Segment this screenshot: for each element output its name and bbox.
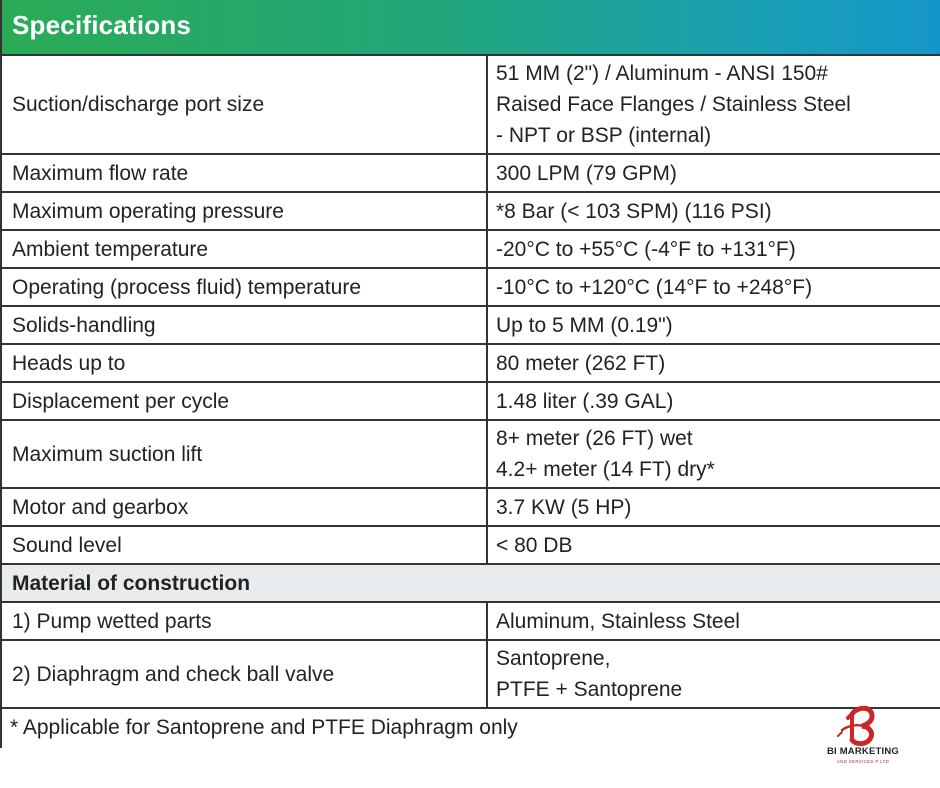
spec-value-line: 4.2+ meter (14 FT) dry* (496, 458, 715, 481)
spec-row (2, 230, 940, 268)
spec-row (2, 192, 940, 230)
spec-row (2, 154, 940, 192)
materials-section-title: Material of construction (2, 564, 940, 602)
spec-value-line: PTFE + Santoprene (496, 678, 683, 701)
spec-header (2, 0, 940, 56)
spec-label: Solids-handling (2, 306, 487, 344)
spec-label: Sound level (2, 526, 487, 564)
footnote: * Applicable for Santoprene and PTFE Diaphragm only (10, 716, 518, 739)
spec-value-line: 51 MM (2") / Aluminum - ANSI 150# (496, 62, 828, 85)
spec-label: Maximum flow rate (2, 154, 487, 192)
spec-row (2, 268, 940, 306)
spec-label: 1) Pump wetted parts (2, 602, 487, 640)
spec-row (2, 420, 940, 488)
logo-name: BI MARKETING (826, 746, 900, 757)
spec-row (2, 526, 940, 564)
spec-row (2, 640, 940, 708)
spec-value (487, 154, 940, 192)
spec-value-line: Aluminum, Stainless Steel (496, 609, 740, 633)
spec-value-line: - NPT or BSP (internal) (496, 124, 712, 147)
materials-section-row (2, 564, 940, 602)
spec-value (487, 382, 940, 420)
spec-value (487, 306, 940, 344)
spec-table (2, 56, 940, 709)
spec-value-line: < 80 DB (496, 533, 573, 557)
spec-label: 2) Diaphragm and check ball valve (2, 640, 487, 708)
spec-label: Maximum suction lift (2, 420, 487, 488)
spec-value-line: 300 LPM (79 GPM) (496, 161, 677, 185)
spec-label: Maximum operating pressure (2, 192, 487, 230)
logo-subtitle: AND SERVICES P LTD (836, 759, 890, 764)
spec-value-line: -20°C to +55°C (-4°F to +131°F) (496, 237, 796, 261)
spec-value (487, 230, 940, 268)
spec-title: Specifications (12, 10, 192, 40)
spec-row (2, 602, 940, 640)
spec-value-line: 80 meter (262 FT) (496, 351, 666, 375)
spec-label: Ambient temperature (2, 230, 487, 268)
spec-value (487, 56, 940, 154)
spec-value-line: -10°C to +120°C (14°F to +248°F) (496, 275, 813, 299)
spec-label: Suction/discharge port size (2, 56, 487, 154)
spec-label: Motor and gearbox (2, 488, 487, 526)
spec-value (487, 602, 940, 640)
spec-value (487, 488, 940, 526)
spec-value-line: 8+ meter (26 FT) wet (496, 427, 693, 450)
spec-value-line: Santoprene, (496, 647, 611, 670)
spec-value (487, 526, 940, 564)
spec-label: Displacement per cycle (2, 382, 487, 420)
spec-value (487, 344, 940, 382)
spec-value-line: 1.48 liter (.39 GAL) (496, 389, 674, 413)
spec-value (487, 420, 940, 488)
spec-value-line: *8 Bar (< 103 SPM) (116 PSI) (496, 199, 772, 223)
spec-value (487, 192, 940, 230)
spec-row (2, 306, 940, 344)
spec-label: Operating (process fluid) temperature (2, 268, 487, 306)
spec-value (487, 268, 940, 306)
spec-row (2, 344, 940, 382)
spec-row (2, 382, 940, 420)
spec-value-line: Up to 5 MM (0.19") (496, 313, 673, 337)
spec-value-line: Raised Face Flanges / Stainless Steel (496, 93, 851, 116)
spec-value-line: 3.7 KW (5 HP) (496, 495, 632, 519)
spec-row (2, 488, 940, 526)
spec-row (2, 56, 940, 154)
spec-label: Heads up to (2, 344, 487, 382)
spec-value (487, 640, 940, 708)
